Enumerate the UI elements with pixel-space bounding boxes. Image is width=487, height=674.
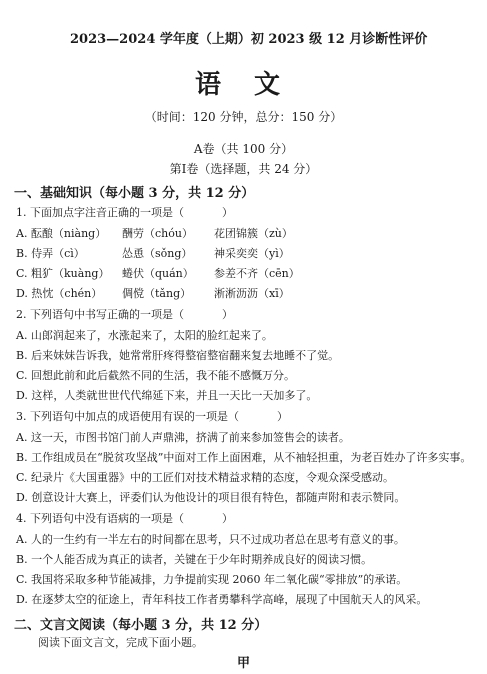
q1-option-d-word3: 淅淅沥沥（xī） (214, 287, 290, 300)
q3-stem-text: 3. 下列语句中加点的成语使用有误的一项是（ (16, 410, 239, 423)
q3-option-a: A. 这一天，市图书馆门前人声鼎沸，挤满了前来参加签售会的读者。 (16, 431, 350, 444)
exam-header: 2023—2024 学年度（上期）初 2023 级 12 月诊断性评价 (70, 32, 428, 47)
q2-stem (16, 306, 233, 322)
volume-1-title: 第Ⅰ卷（选择题，共 24 分） (169, 162, 318, 176)
q4-stem (16, 510, 233, 526)
exam-info: （时间：120 分钟，总分：150 分） (144, 110, 343, 124)
q1-option-a-word3: 花团锦簇（zù） (214, 227, 293, 240)
q3-option-c: C. 纪录片《大国重器》中的工匠们对技术精益求精的态度，令观众深受感动。 (16, 471, 395, 484)
section2-title: 二、文言文阅读（每小题 3 分，共 12 分） (14, 618, 268, 633)
section1-title: 一、基础知识（每小题 3 分，共 12 分） (14, 186, 255, 201)
q4-option-a: A. 人的一生约有一半左右的时间都在思考，只不过成功者总在思考有意义的事。 (16, 533, 405, 546)
q4-stem-close: ） (222, 512, 233, 525)
q2-option-b: B. 后来妹妹告诉我，她常常肝疼得整宿整宿翻来复去地睡不了觉。 (16, 349, 340, 362)
q1-option-c-word2: 蜷伏（quán） (122, 267, 194, 280)
q2-option-d: D. 这样，人类就世世代代绵延下来，并且一天比一天加多了。 (16, 389, 318, 402)
q1-option-c-word1: C. 粗犷（kuàng） (16, 267, 110, 280)
q4-option-d: D. 在逐梦太空的征途上，青年科技工作者勇攀科学高峰，展现了中国航天人的风采。 (16, 593, 428, 606)
q1-option-b-word2: 怂恿（sǒng） (122, 247, 193, 260)
q3-option-b: B. 工作组成员在“脱贫攻坚战”中面对工作上面困难，从不袖轻担重，为老百姓办了许多实事。 (16, 451, 472, 464)
passage-title: 甲 (236, 656, 250, 671)
subject-title: 语 文 (194, 70, 293, 100)
q1-option-c-word3: 参差不齐（cēn） (214, 267, 300, 280)
q3-stem (16, 408, 288, 424)
q1-option-a-word1: A. 酝酿（niàng） (16, 227, 107, 240)
q4-option-b: B. 一个人能否成为真正的读者，关键在于少年时期养成良好的阅读习惯。 (16, 553, 373, 566)
q1-stem-close: ） (222, 206, 233, 219)
q4-option-c: C. 我国将采取多种节能减排，力争提前实现 2060 年二氧化碳“零排放”的承诺。 (16, 573, 408, 586)
q1-stem-text: 1. 下面加点字注音正确的一项是（ (16, 206, 184, 219)
q1-option-a-word2: 酬劳（chóu） (122, 227, 193, 240)
q1-option-d-word1: D. 热忱（chén） (16, 287, 103, 300)
section2-intro: 阅读下面文言文，完成下面小题。 (38, 636, 203, 649)
q1-option-d-word2: 倜傥（tǎng） (122, 287, 192, 300)
q2-option-a: A. 山郎润起来了，水涨起来了，太阳的脸红起来了。 (16, 329, 273, 342)
q2-option-c: C. 回想此前和此后截然不同的生活，我不能不感慨万分。 (16, 369, 296, 382)
q1-option-b-word3: 神采奕奕（yì） (214, 247, 290, 260)
q3-stem-close: ） (277, 410, 288, 423)
volume-a-title: A卷（共 100 分） (193, 142, 294, 156)
q2-stem-text: 2. 下列语句中书写正确的一项是（ (16, 308, 184, 321)
q2-stem-close: ） (222, 308, 233, 321)
q4-stem-text: 4. 下列语句中没有语病的一项是（ (16, 512, 184, 525)
q1-stem (16, 204, 233, 220)
q3-option-d: D. 创意设计大赛上，评委们认为他设计的项目很有特色，都随声附和表示赞同。 (16, 491, 406, 504)
q1-option-b-word1: B. 侍弄（cì） (16, 247, 85, 260)
